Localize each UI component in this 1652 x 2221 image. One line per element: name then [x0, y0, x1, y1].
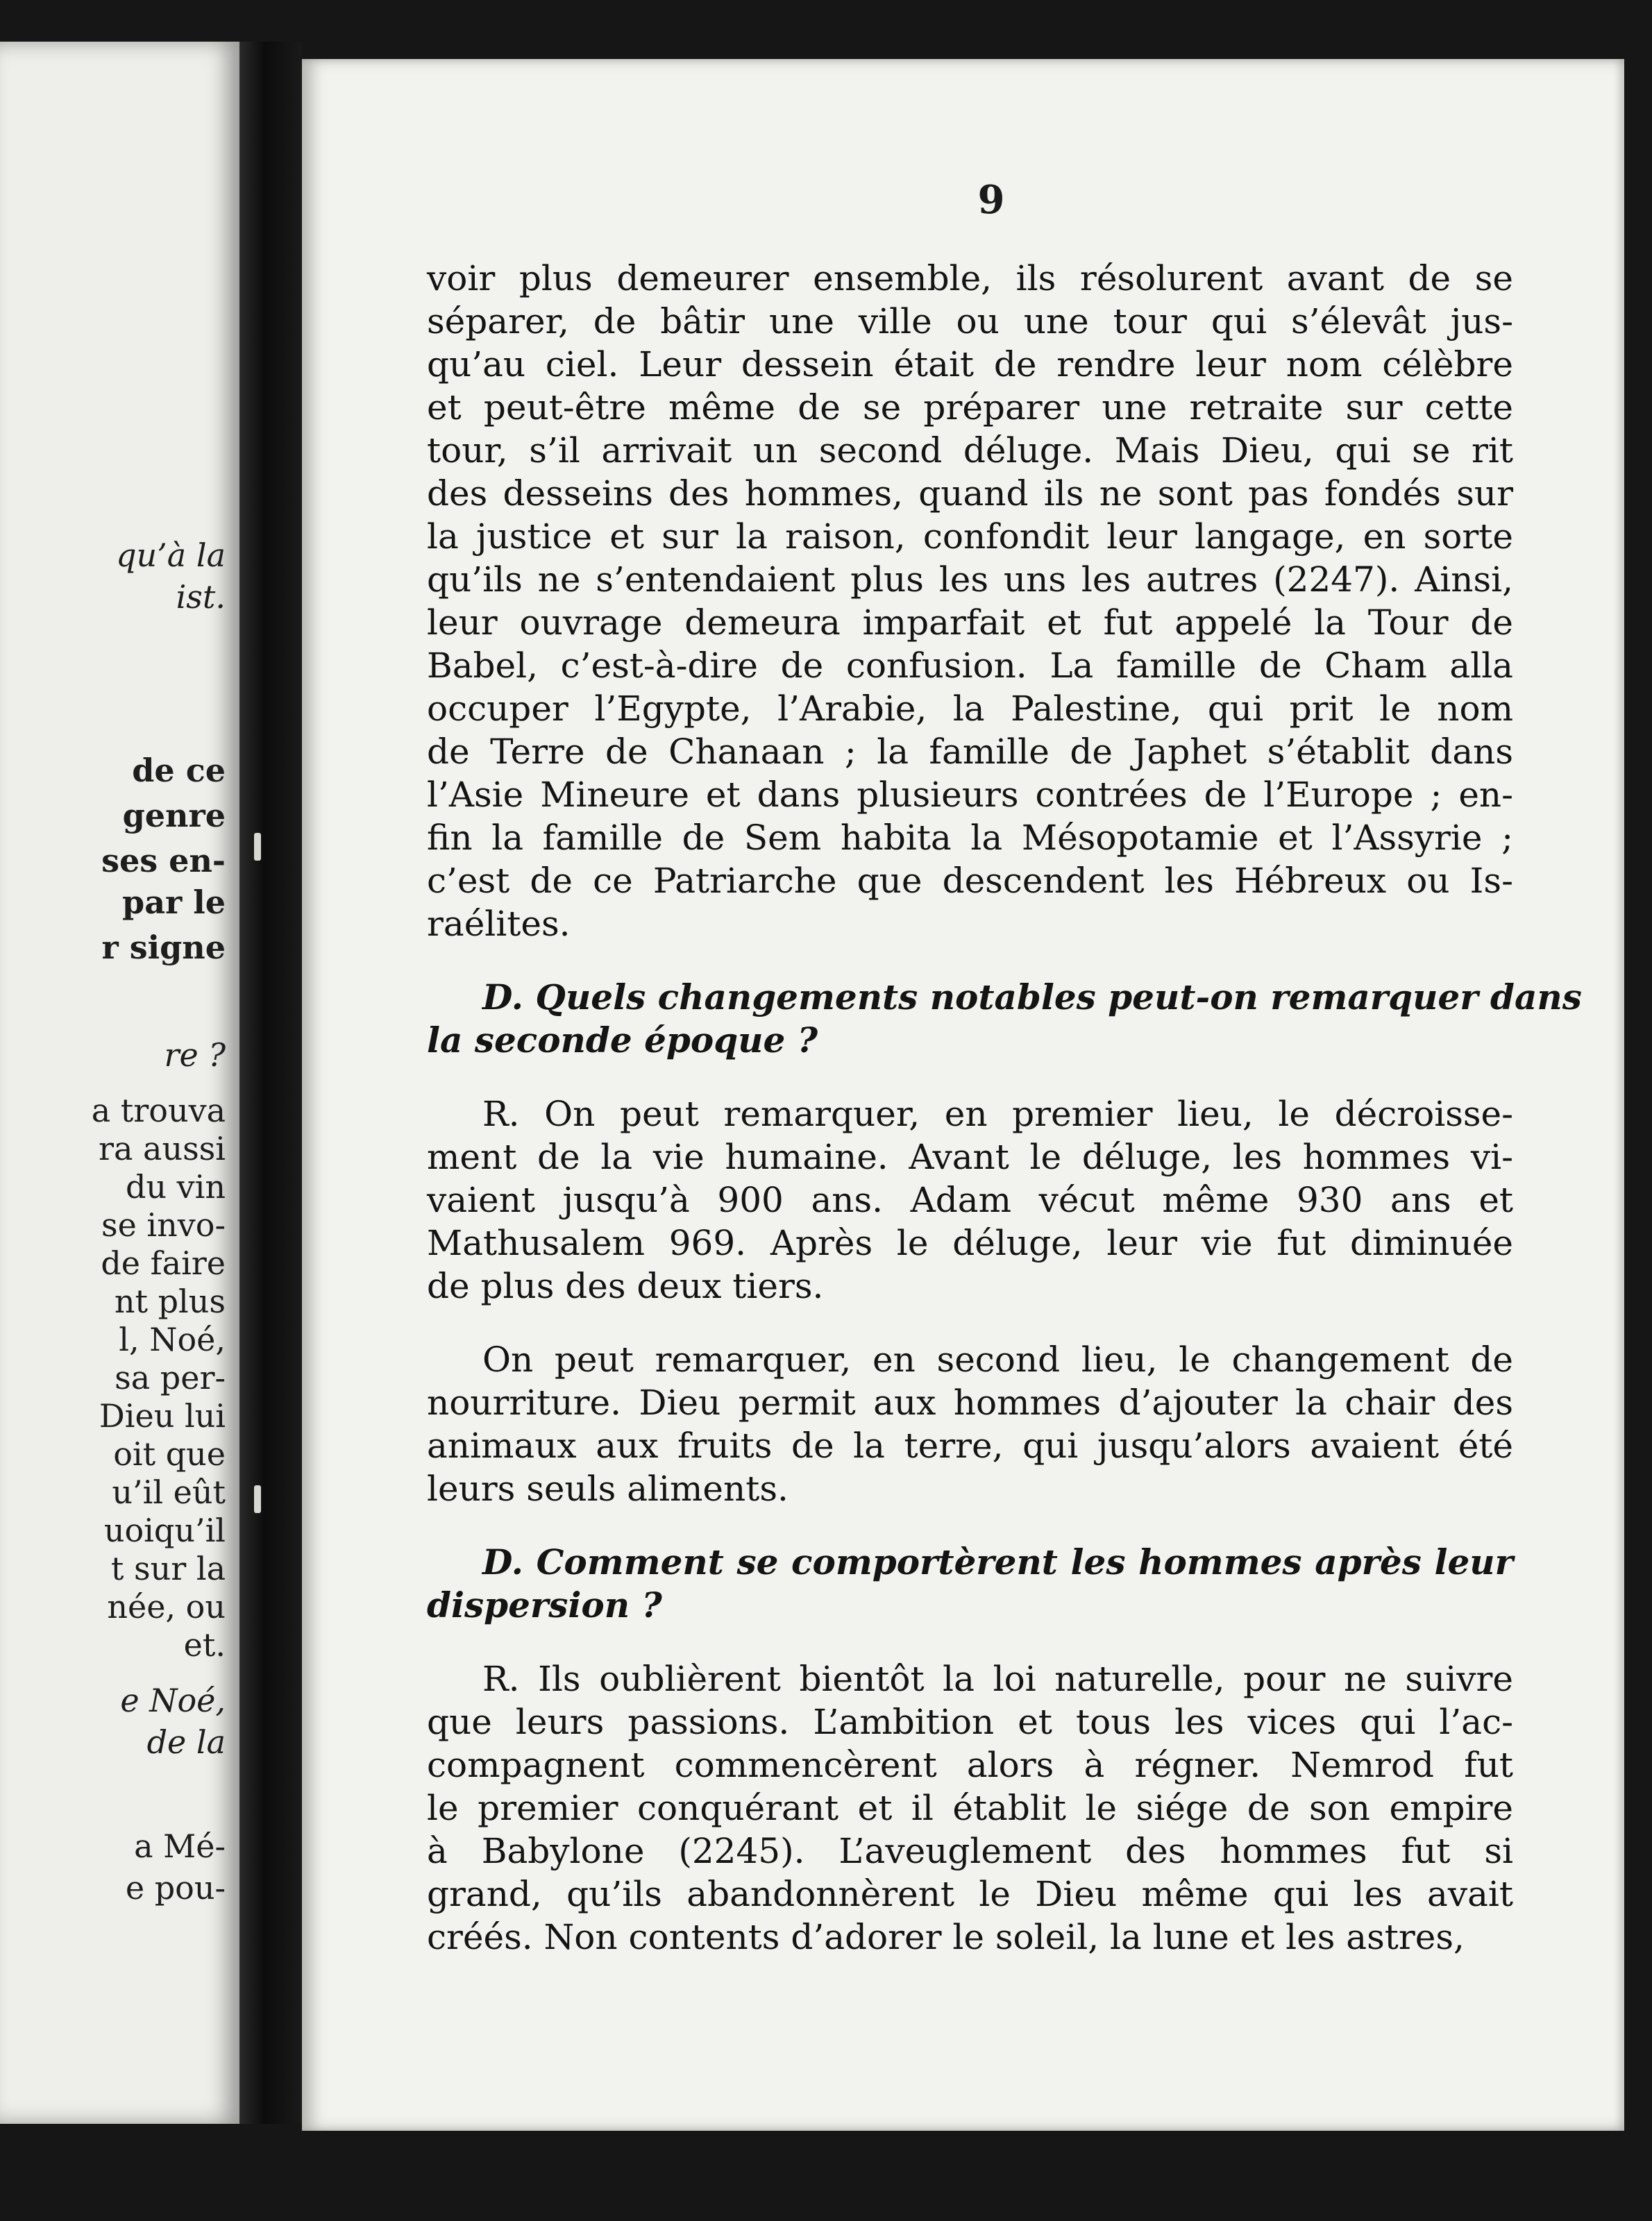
text-line: On peut remarquer, en second lieu, le changement de: [482, 1340, 1513, 1380]
text-line: dispersion ?: [427, 1585, 662, 1625]
left-page-line: e Noé,: [120, 1682, 226, 1719]
text-line: D. Comment se comportèrent les hommes après leur: [482, 1542, 1513, 1582]
text-line: qu’ils ne s’entendaient plus les uns les autres (2247). Ainsi,: [427, 559, 1513, 600]
text-line: R. On peut remarquer, en premier lieu, le décroisse-: [482, 1094, 1513, 1134]
question-paragraph: [427, 1541, 1513, 1627]
page-body-text: [427, 257, 1582, 1989]
left-page-line: oit que: [113, 1435, 226, 1473]
text-line: D. Quels changements notables peut-on remarquer dans: [482, 977, 1582, 1017]
text-line: leurs seuls aliments.: [427, 1469, 789, 1509]
left-page-line: ist.: [176, 578, 226, 616]
text-paragraph: [427, 1338, 1513, 1510]
left-page-line: t sur la: [110, 1550, 226, 1587]
text-line: ment de la vie humaine. Avant le déluge, les hommes vi-: [427, 1137, 1513, 1177]
binding-stitch: [254, 833, 261, 861]
text-line: créés. Non contents d’adorer le soleil, la lune et les astres,: [427, 1917, 1465, 1957]
text-line: l’Asie Mineure et dans plusieurs contrées de l’Europe ; en-: [427, 775, 1513, 815]
left-page-line: uoiqu’il: [103, 1512, 226, 1549]
text-line: Babel, c’est-à-dire de confusion. La famille de Cham alla: [427, 645, 1513, 686]
left-page-line: de la: [146, 1723, 226, 1761]
question-paragraph: [427, 976, 1582, 1062]
left-page-line: genre: [122, 797, 226, 834]
text-line: la seconde époque ?: [427, 1020, 818, 1061]
text-line: séparer, de bâtir une ville ou une tour qui s’élevât jus-: [427, 301, 1513, 341]
left-page-line: qu’à la: [116, 537, 226, 574]
text-line: nourriture. Dieu permit aux hommes d’ajouter la chair des: [427, 1383, 1513, 1423]
left-page-line: par le: [122, 884, 226, 921]
text-line: la justice et sur la raison, confondit leur langage, en sorte: [427, 516, 1513, 557]
left-page-line: du vin: [125, 1168, 226, 1206]
text-line: leur ouvrage demeura imparfait et fut appelé la Tour de: [427, 602, 1513, 643]
left-facing-page: [0, 42, 239, 2124]
text-line: animaux aux fruits de la terre, qui jusqu’alors avaient été: [427, 1426, 1513, 1466]
text-paragraph: [427, 1092, 1513, 1308]
text-line: tour, s’il arrivait un second déluge. Mais Dieu, qui se rit: [427, 430, 1513, 471]
text-line: c’est de ce Patriarche que descendent les Hébreux ou Is-: [427, 861, 1513, 901]
left-page-line: r signe: [101, 929, 226, 966]
left-page-line: l, Noé,: [119, 1321, 226, 1358]
left-page-line: re ?: [164, 1036, 226, 1074]
text-line: à Babylone (2245). L’aveuglement des hommes fut si: [427, 1831, 1513, 1871]
left-page-line: u’il eût: [112, 1473, 226, 1511]
text-line: de plus des deux tiers.: [427, 1266, 824, 1306]
text-line: voir plus demeurer ensemble, ils résolurent avant de se: [427, 258, 1513, 298]
left-page-line: ra aussi: [98, 1130, 226, 1167]
text-line: Mathusalem 969. Après le déluge, leur vie fut diminuée: [427, 1223, 1513, 1263]
text-line: occuper l’Egypte, l’Arabie, la Palestine, qui prit le nom: [427, 689, 1513, 729]
text-line: grand, qu’ils abandonnèrent le Dieu même qui les avait: [427, 1874, 1513, 1914]
text-paragraph: [427, 1657, 1513, 1959]
left-page-line: et.: [183, 1626, 226, 1664]
left-page-line: de faire: [101, 1244, 226, 1282]
text-line: raélites.: [427, 904, 571, 944]
left-page-line: ses en-: [101, 842, 226, 879]
left-page-line: Dieu lui: [99, 1397, 226, 1435]
left-page-line: a trouva: [91, 1092, 226, 1129]
text-line: que leurs passions. L’ambition et tous les vices qui l’ac-: [427, 1702, 1513, 1742]
left-page-line: née, ou: [107, 1588, 226, 1625]
text-paragraph: [427, 257, 1513, 945]
text-line: fin la famille de Sem habita la Mésopotamie et l’Assyrie ;: [427, 818, 1513, 858]
text-line: qu’au ciel. Leur dessein était de rendre leur nom célèbre: [427, 344, 1513, 385]
left-page-line: e pou-: [125, 1869, 226, 1907]
left-page-line: a Mé-: [134, 1827, 226, 1865]
left-page-line: se invo-: [101, 1206, 226, 1244]
left-page-line: sa per-: [115, 1359, 226, 1396]
left-page-line: de ce: [132, 752, 226, 789]
text-line: vaient jusqu’à 900 ans. Adam vécut même 930 ans et: [427, 1180, 1513, 1220]
text-line: des desseins des hommes, quand ils ne sont pas fondés sur: [427, 473, 1513, 514]
left-page-line: nt plus: [114, 1283, 226, 1320]
text-line: de Terre de Chanaan ; la famille de Japhet s’établit dans: [427, 732, 1513, 772]
book-gutter: [239, 42, 302, 2124]
binding-stitch: [254, 1485, 261, 1513]
page-number: 9: [977, 177, 1005, 223]
text-line: et peut-être même de se préparer une retraite sur cette: [427, 387, 1513, 428]
text-line: compagnent commencèrent alors à régner. Nemrod fut: [427, 1745, 1513, 1785]
text-line: R. Ils oublièrent bientôt la loi naturelle, pour ne suivre: [482, 1659, 1513, 1699]
text-line: le premier conquérant et il établit le siége de son empire: [427, 1788, 1513, 1828]
